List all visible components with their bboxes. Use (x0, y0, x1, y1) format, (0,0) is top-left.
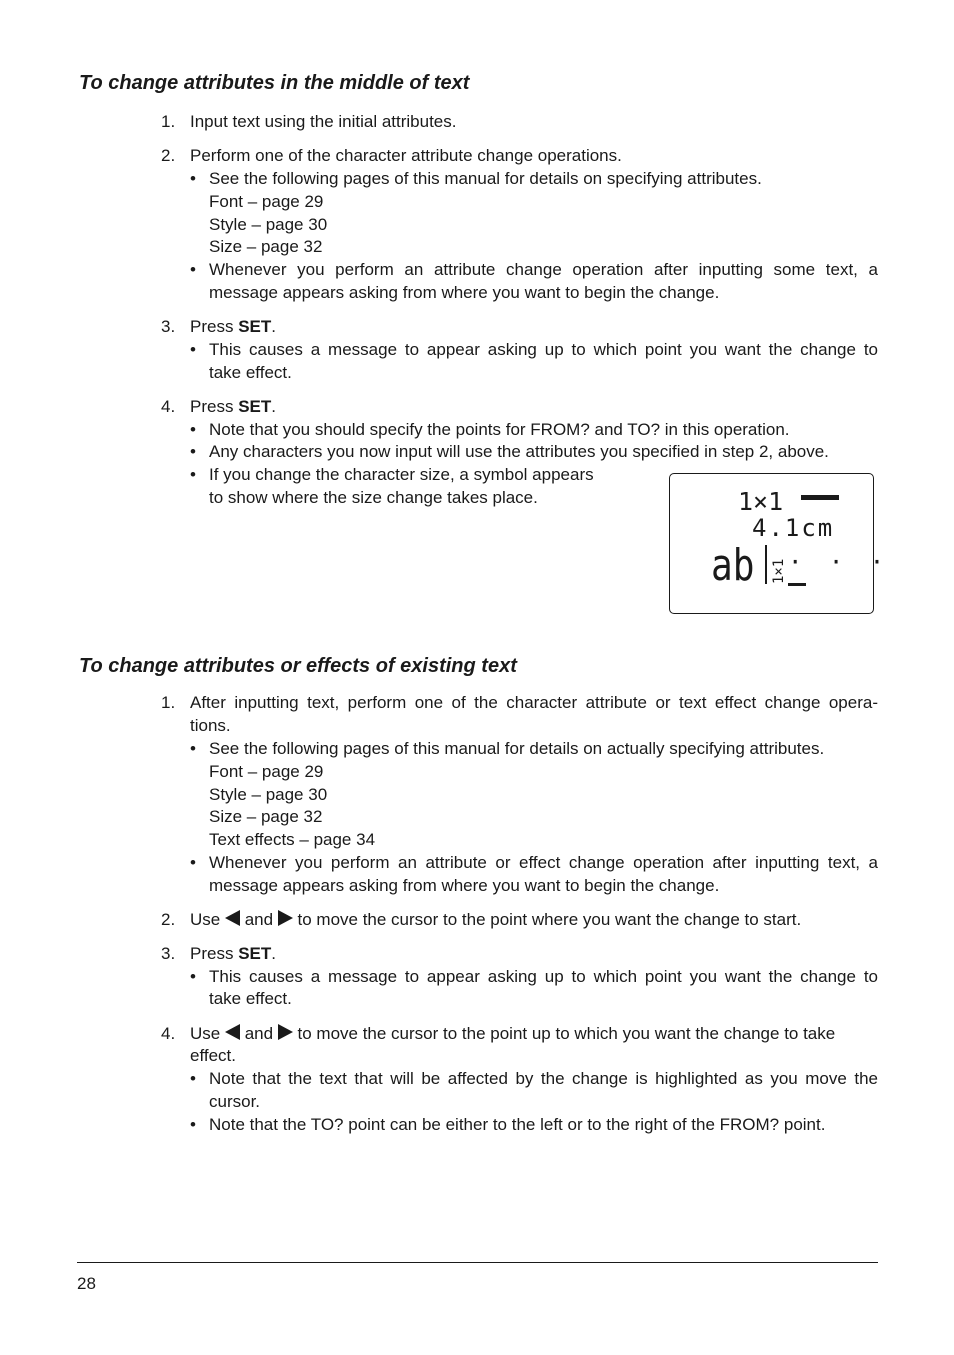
right-triangle-icon (278, 910, 293, 926)
bullet-text: Note that the TO? point can be either to the left or to the right of the FROM? point. (209, 1115, 826, 1134)
step-number: 4. (161, 397, 176, 416)
footer-rule (77, 1262, 878, 1263)
right-triangle-icon (278, 1024, 293, 1040)
use-label: Use (190, 1024, 225, 1043)
lcd-bar-icon (801, 495, 839, 500)
bullet-dot: • (190, 853, 196, 872)
bullet-dot: • (190, 340, 196, 359)
step-number: 1. (161, 693, 176, 712)
bullet-dot: • (190, 967, 196, 986)
page-reference: Style – page 30 (209, 215, 328, 234)
page-reference: Font – page 29 (209, 762, 324, 781)
lcd-size-indicator: 1×1 (738, 487, 784, 516)
bullet-text: Note that the text that will be affected by the change is highlighted as you move the (209, 1069, 878, 1088)
period: . (271, 397, 276, 416)
bullet-text: message appears asking from where you want to begin the change. (209, 876, 720, 895)
step-text (190, 316, 276, 338)
bullet-text: message appears asking from where you want to begin the change. (209, 283, 720, 302)
lcd-dots: · · · (788, 548, 891, 576)
step-text: Input text using the initial attributes. (190, 112, 457, 131)
bullet-dot: • (190, 739, 196, 758)
bullet-dot: • (190, 260, 196, 279)
step-number: 3. (161, 317, 176, 336)
lcd-display (669, 473, 891, 614)
step-rest-text: to move the cursor to the point where you want the change to start. (292, 910, 802, 929)
use-label: Use (190, 910, 225, 929)
step-rest-text: to move the cursor to the point up to which you want the change to take (292, 1024, 836, 1043)
lcd-svg (670, 474, 891, 615)
period: . (271, 944, 276, 963)
section-heading-existing-text: To change attributes or effects of existing text (79, 655, 517, 677)
bullet-dot: • (190, 169, 196, 188)
lcd-length-indicator: 4.1cm (752, 514, 835, 542)
bullet-text: Note that you should specify the points for FROM? and TO? in this operation. (209, 420, 790, 439)
left-triangle-icon (225, 910, 240, 926)
lcd-size-change-marker: 1×1 (771, 558, 787, 584)
bullet-text: to show where the size change takes place. (209, 488, 538, 507)
bullet-text: Whenever you perform an attribute change operation after inputting some text, a (209, 260, 878, 279)
step-text (190, 909, 801, 931)
bullet-text: Any characters you now input will use the attributes you specified in step 2, above. (209, 442, 829, 461)
and-label: and (239, 910, 278, 929)
bullet-dot: • (190, 1115, 196, 1134)
step-text: Perform one of the character attribute change operations. (190, 146, 622, 165)
step-text: effect. (190, 1046, 236, 1065)
bullet-text: If you change the character size, a symbol appears (209, 465, 594, 484)
bullet-text: See the following pages of this manual for details on actually specifying attributes. (209, 739, 825, 758)
bullet-text: Whenever you perform an attribute or effect change operation after inputting text, a (209, 853, 878, 872)
set-key-label: SET (238, 397, 272, 416)
step-press-label: Press (190, 944, 239, 963)
step-text (190, 1023, 835, 1045)
step-press-label: Press (190, 397, 239, 416)
step-number: 3. (161, 944, 176, 963)
step-number: 1. (161, 112, 176, 131)
bullet-text: cursor. (209, 1092, 261, 1111)
bullet-text: take effect. (209, 363, 292, 382)
left-triangle-icon (225, 1024, 240, 1040)
and-label: and (239, 1024, 278, 1043)
step-text (190, 943, 276, 965)
bullet-text: This causes a message to appear asking up to which point you want the change to (209, 967, 878, 986)
step-text (190, 396, 276, 418)
step-press-label: Press (190, 317, 239, 336)
set-key-label: SET (238, 317, 272, 336)
bullet-dot: • (190, 465, 196, 484)
bullet-text: See the following pages of this manual for details on specifying attributes. (209, 169, 762, 188)
bullet-dot: • (190, 1069, 196, 1088)
section-heading-middle-of-text: To change attributes in the middle of text (79, 72, 470, 94)
bullet-dot: • (190, 420, 196, 439)
page-reference: Size – page 32 (209, 807, 323, 826)
page-reference: Text effects – page 34 (209, 830, 376, 849)
bullet-text: take effect. (209, 989, 292, 1008)
step-number: 2. (161, 146, 176, 165)
lcd-underscore-cursor-icon (788, 583, 806, 586)
step-text: After inputting text, perform one of the character attribute or text effect change opera- (190, 693, 878, 712)
page-reference: Size – page 32 (209, 237, 323, 256)
page-number: 28 (77, 1274, 96, 1293)
bullet-dot: • (190, 442, 196, 461)
period: . (271, 317, 276, 336)
bullet-text: This causes a message to appear asking up to which point you want the change to (209, 340, 878, 359)
step-text: tions. (190, 716, 231, 735)
step-number: 2. (161, 910, 176, 929)
step-number: 4. (161, 1024, 176, 1043)
lcd-text: ab (711, 540, 755, 591)
page-reference: Style – page 30 (209, 785, 328, 804)
page-reference: Font – page 29 (209, 192, 324, 211)
set-key-label: SET (238, 944, 272, 963)
